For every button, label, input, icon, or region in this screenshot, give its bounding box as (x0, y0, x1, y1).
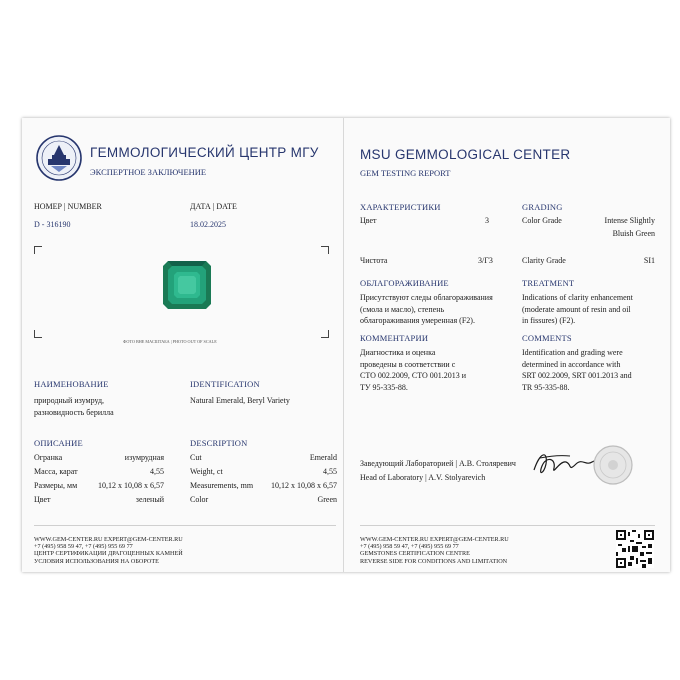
desc-ru-label-1: Масса, карат (34, 467, 78, 476)
enh-line-2: (смола и масло), степень (360, 304, 445, 314)
crop-mark-top-left (34, 246, 42, 254)
desc-en-value-1: 4,55 (323, 467, 337, 476)
desc-en-label-2: Measurements, mm (190, 481, 254, 490)
head-of-lab-en: Head of Laboratory | A.V. Stolyarevich (360, 473, 486, 482)
desc-en-label-1: Weight, ct (190, 467, 223, 476)
desc-heading-ru: ОПИСАНИЕ (34, 438, 83, 448)
comments-text-ru (360, 347, 520, 393)
right-footer-line-2: +7 (495) 958 59 47, +7 (495) 955 69 77 (360, 543, 459, 550)
right-footer-line-4: REVERSE SIDE FOR CONDITIONS AND LIMITATION (360, 558, 508, 565)
desc-heading-en: DESCRIPTION (190, 438, 248, 448)
enh-line-3: облагораживания умеренная (F2). (360, 316, 475, 325)
color-label-ru: Цвет (360, 216, 377, 225)
desc-ru-label-2: Размеры, мм (34, 481, 78, 490)
left-footer-line-3: ЦЕНТР СЕРТИФИКАЦИИ ДРАГОЦЕННЫХ КАМНЕЙ (34, 550, 183, 557)
emerald-photo (162, 260, 212, 310)
comments-line-1: Identification and grading were (522, 348, 623, 357)
comments-ru-line-3: СТО 002.2009, СТО 001.2013 и (360, 371, 467, 380)
left-title: ГЕММОЛОГИЧЕСКИЙ ЦЕНТР МГУ (90, 145, 319, 160)
comments-heading: COMMENTS (522, 333, 572, 343)
lab-stamp (592, 444, 634, 486)
enh-text-ru (360, 292, 520, 327)
desc-en-value-3: Green (317, 495, 337, 504)
comments-line-3: SRT 002.2009, SRT 001.2013 and (522, 371, 632, 380)
clarity-label-ru: Чистота (360, 256, 388, 265)
clarity-value-ru: 3/Г3 (478, 256, 493, 265)
char-heading: ХАРАКТЕРИСТИКИ (360, 202, 441, 212)
color-grade-value-2: Bluish Green (612, 229, 655, 238)
fold-line (343, 118, 344, 572)
qr-code (616, 530, 654, 568)
color-value-ru: 3 (485, 216, 489, 225)
comments-ru-line-4: ТУ 95-335-88. (360, 382, 408, 392)
comments-ru-line-2: проведены в соответствии с (360, 359, 456, 369)
right-footer-line-3: GEMSTONES CERTIFICATION CENTRE (360, 550, 470, 557)
left-footer-line-2: +7 (495) 958 59 47, +7 (495) 955 69 77 (34, 543, 133, 550)
desc-ru-value-0: изумрудная (124, 453, 164, 462)
enh-heading-ru: ОБЛАГОРАЖИВАНИЕ (360, 278, 449, 288)
treatment-heading: TREATMENT (522, 278, 575, 288)
crop-mark-bottom-right (321, 330, 329, 338)
desc-ru-label-0: Огранка (34, 453, 63, 462)
desc-en-value-0: Emerald (309, 453, 337, 462)
left-footer-line-1: WWW.GEM-CENTER.RU EXPERT@GEM-CENTER.RU (34, 536, 183, 543)
crop-mark-bottom-left (34, 330, 42, 338)
right-footer-line-1: WWW.GEM-CENTER.RU EXPERT@GEM-CENTER.RU (360, 536, 509, 543)
right-subtitle: GEM TESTING REPORT (360, 168, 451, 178)
date-value: 18.02.2025 (190, 220, 226, 229)
right-title: MSU GEMMOLOGICAL CENTER (360, 147, 571, 162)
treatment-line-2: (moderate amount of resin and oil (522, 304, 631, 314)
name-text-en: Natural Emerald, Beryl Variety (190, 396, 290, 405)
left-footer-line-4: УСЛОВИЯ ИСПОЛЬЗОВАНИЯ НА ОБОРОТЕ (34, 558, 159, 565)
name-heading-en: IDENTIFICATION (190, 379, 260, 389)
photo-caption: ФОТО ВНЕ МАСШТАБА | PHOTO OUT OF SCALE (123, 339, 217, 344)
enh-line-1: Присутствуют следы облагораживания (360, 293, 493, 302)
name-heading-ru: НАИМЕНОВАНИЕ (34, 379, 109, 389)
crop-mark-top-right (321, 246, 329, 254)
desc-en-label-3: Color (190, 495, 209, 504)
number-label: НОМЕР | NUMBER (34, 202, 102, 211)
desc-ru-value-3: зеленый (135, 495, 164, 504)
head-of-lab-ru: Заведующий Лабораторией | А.В. Столяревич (360, 459, 516, 468)
comments-heading-ru: КОММЕНТАРИИ (360, 333, 429, 343)
treatment-line-1: Indications of clarity enhancement (522, 293, 633, 302)
color-grade-label: Color Grade (522, 216, 562, 225)
right-footer-rule (360, 525, 655, 526)
comments-text (522, 347, 662, 393)
comments-ru-line-1: Диагностика и оценка (360, 348, 436, 357)
desc-en-value-2: 10,12 x 10,08 x 6,57 (271, 481, 337, 490)
color-grade-value-1: Intense Slightly (604, 216, 655, 225)
clarity-grade-value: SI1 (643, 256, 655, 265)
msu-logo-seal (36, 135, 82, 181)
name-line-1: природный изумруд, (34, 396, 105, 405)
date-label: ДАТА | DATE (190, 202, 237, 211)
treatment-line-3: in fissures) (F2). (522, 316, 576, 325)
desc-ru-value-1: 4,55 (150, 467, 164, 476)
treatment-text (522, 292, 662, 327)
left-footer-rule (34, 525, 336, 526)
name-line-2: разновидность берилла (34, 408, 114, 417)
desc-ru-label-3: Цвет (34, 495, 51, 504)
desc-en-label-0: Cut (190, 453, 202, 462)
comments-line-2: determined in accordance with (522, 359, 621, 369)
left-subtitle: ЭКСПЕРТНОЕ ЗАКЛЮЧЕНИЕ (90, 167, 207, 177)
comments-line-4: TR 95-335-88. (522, 382, 570, 392)
desc-ru-value-2: 10,12 x 10,08 x 6,57 (98, 481, 164, 490)
number-value: D - 316190 (34, 220, 71, 229)
clarity-grade-label: Clarity Grade (522, 256, 566, 265)
grading-heading: GRADING (522, 202, 563, 212)
